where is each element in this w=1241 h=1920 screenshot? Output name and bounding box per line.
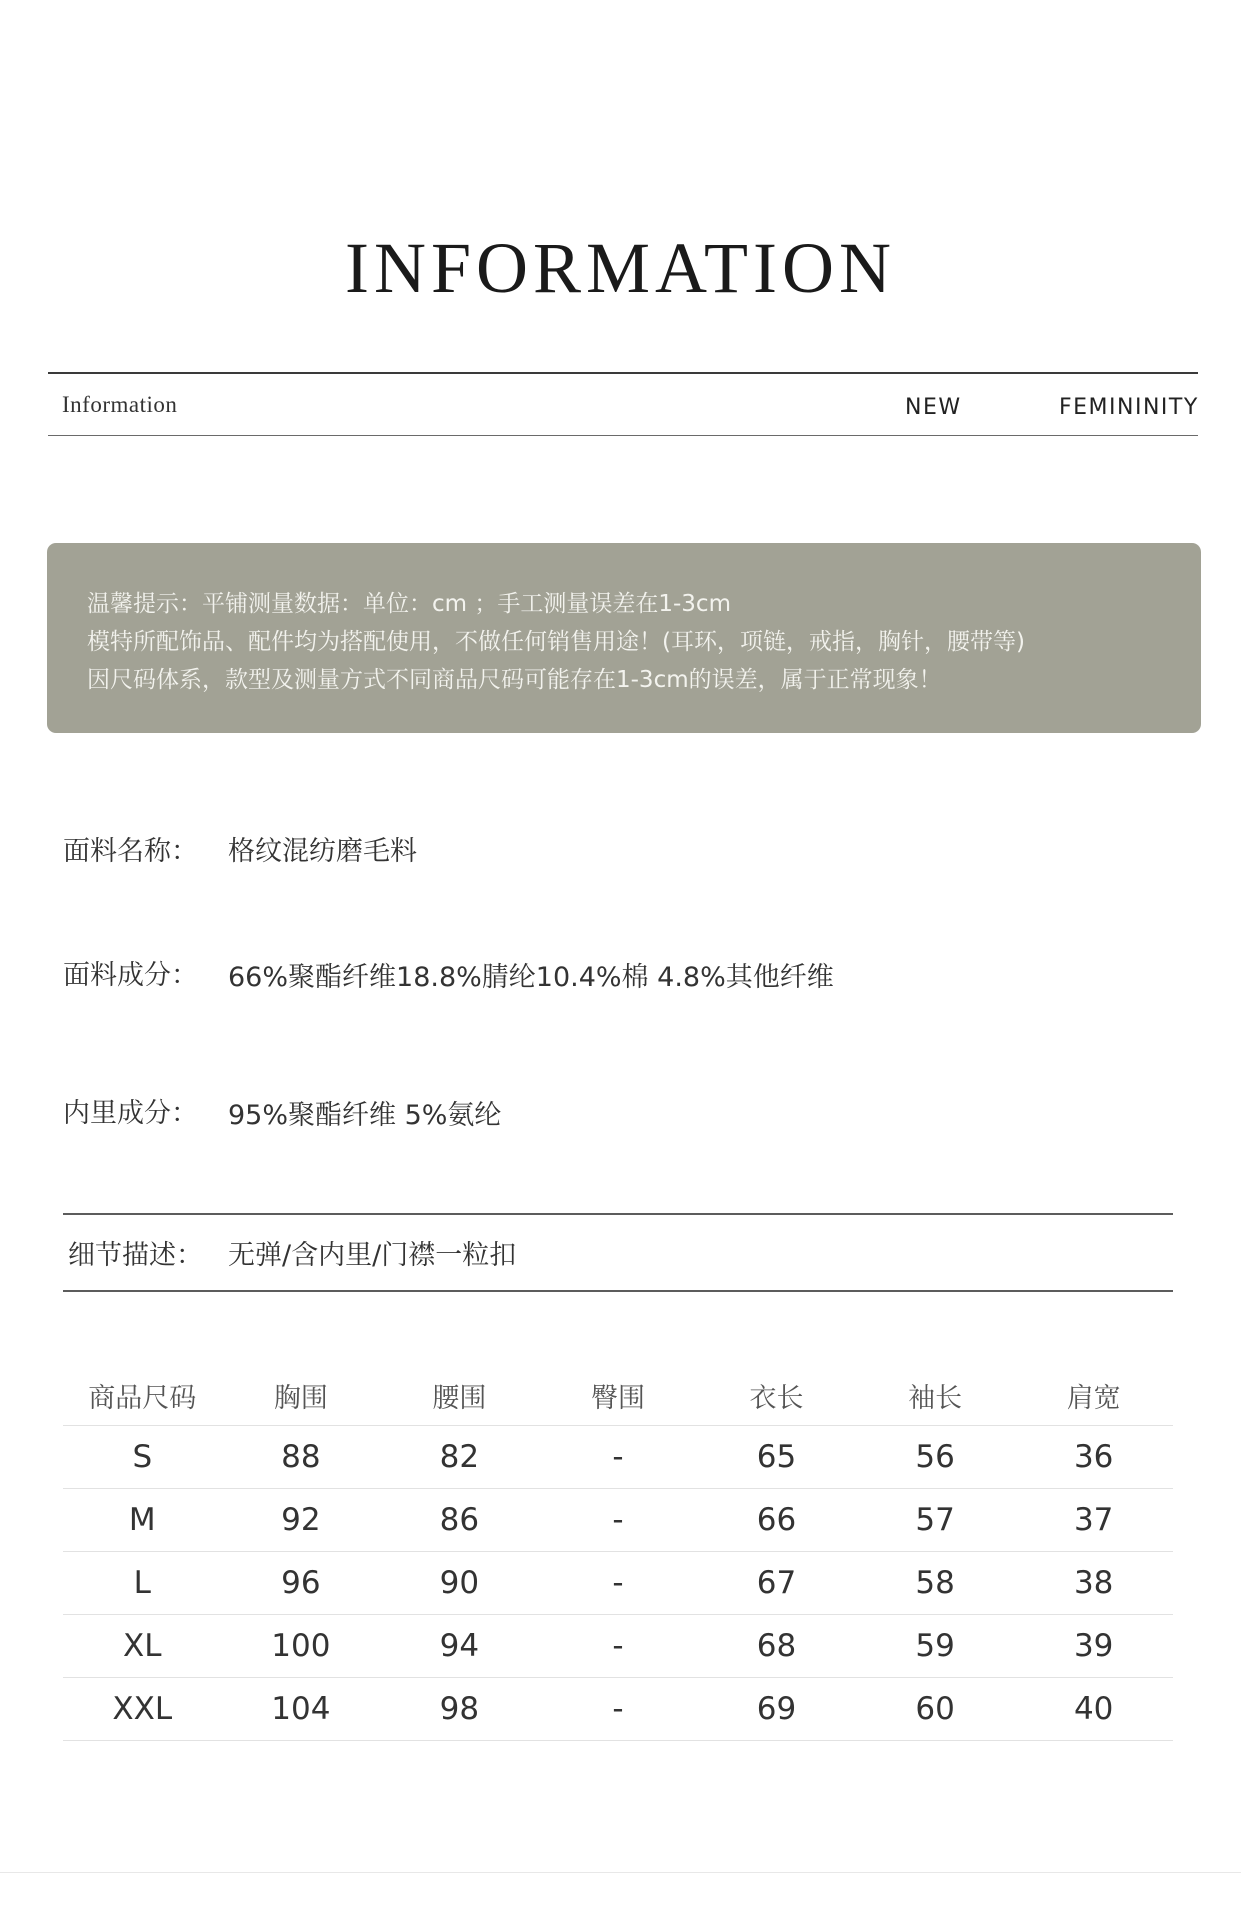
header-shoulder: 肩宽 <box>1014 1365 1173 1426</box>
table-cell: - <box>539 1615 698 1678</box>
subheader-femininity: FEMININITY <box>1059 395 1199 420</box>
table-cell: M <box>63 1489 222 1552</box>
notice-box <box>47 543 1201 733</box>
header-bottom-rule <box>48 435 1198 436</box>
table-cell: 65 <box>697 1426 856 1489</box>
size-table <box>63 1365 1173 1741</box>
notice-line-measurement: 温馨提示：平铺测量数据：单位：cm ；手工测量误差在1-3cm <box>87 591 731 617</box>
table-cell: 90 <box>380 1552 539 1615</box>
table-cell: 94 <box>380 1615 539 1678</box>
table-cell: L <box>63 1552 222 1615</box>
table-cell: 88 <box>222 1426 381 1489</box>
header-sleeve: 袖长 <box>856 1365 1015 1426</box>
detail-top-rule <box>63 1213 1173 1215</box>
header-size: 商品尺码 <box>63 1365 222 1426</box>
header-length: 衣长 <box>697 1365 856 1426</box>
lining-composition-value: 95%聚酯纤维 5%氨纶 <box>228 1100 502 1131</box>
table-cell: XXL <box>63 1678 222 1741</box>
table-cell: 96 <box>222 1552 381 1615</box>
table-cell: 98 <box>380 1678 539 1741</box>
table-cell: 66 <box>697 1489 856 1552</box>
table-cell: S <box>63 1426 222 1489</box>
table-cell: - <box>539 1678 698 1741</box>
table-cell: 59 <box>856 1615 1015 1678</box>
table-cell: 104 <box>222 1678 381 1741</box>
table-cell: 36 <box>1014 1426 1173 1489</box>
table-cell: - <box>539 1489 698 1552</box>
notice-line-accessories: 模特所配饰品、配件均为搭配使用，不做任何销售用途！(耳环，项链，戒指，胸针，腰带等) <box>87 629 1025 655</box>
fabric-composition-label: 面料成分： <box>63 960 198 991</box>
table-cell: 56 <box>856 1426 1015 1489</box>
table-row <box>63 1552 1173 1615</box>
detail-description-value: 无弹/含内里/门襟一粒扣 <box>228 1240 517 1271</box>
header-waist: 腰围 <box>380 1365 539 1426</box>
table-row <box>63 1426 1173 1489</box>
detail-bottom-rule <box>63 1290 1173 1292</box>
size-table-header-row <box>63 1365 1173 1426</box>
subheader-information: Information <box>62 392 178 417</box>
table-cell: 58 <box>856 1552 1015 1615</box>
page-title: INFORMATION <box>344 228 897 308</box>
table-cell: - <box>539 1426 698 1489</box>
table-cell: 100 <box>222 1615 381 1678</box>
footer-divider <box>0 1872 1241 1873</box>
table-cell: 37 <box>1014 1489 1173 1552</box>
table-row <box>63 1489 1173 1552</box>
table-cell: 82 <box>380 1426 539 1489</box>
header-top-rule <box>48 372 1198 374</box>
table-cell: 38 <box>1014 1552 1173 1615</box>
table-cell: 68 <box>697 1615 856 1678</box>
header-chest: 胸围 <box>222 1365 381 1426</box>
table-cell: 60 <box>856 1678 1015 1741</box>
notice-line-size-system: 因尺码体系，款型及测量方式不同商品尺码可能存在1-3cm的误差，属于正常现象！ <box>87 667 942 693</box>
table-cell: 57 <box>856 1489 1015 1552</box>
table-row <box>63 1678 1173 1741</box>
table-row <box>63 1615 1173 1678</box>
table-cell: 86 <box>380 1489 539 1552</box>
table-cell: 40 <box>1014 1678 1173 1741</box>
table-cell: 67 <box>697 1552 856 1615</box>
fabric-name-value: 格纹混纺磨毛料 <box>228 836 417 867</box>
table-cell: 69 <box>697 1678 856 1741</box>
lining-composition-label: 内里成分： <box>63 1098 198 1129</box>
table-cell: - <box>539 1552 698 1615</box>
detail-description-label: 细节描述： <box>68 1240 203 1271</box>
table-cell: XL <box>63 1615 222 1678</box>
table-cell: 39 <box>1014 1615 1173 1678</box>
header-hip: 臀围 <box>539 1365 698 1426</box>
fabric-name-label: 面料名称： <box>63 836 198 867</box>
fabric-composition-value: 66%聚酯纤维18.8%腈纶10.4%棉 4.8%其他纤维 <box>228 962 834 993</box>
table-cell: 92 <box>222 1489 381 1552</box>
subheader-new: NEW <box>905 395 962 420</box>
